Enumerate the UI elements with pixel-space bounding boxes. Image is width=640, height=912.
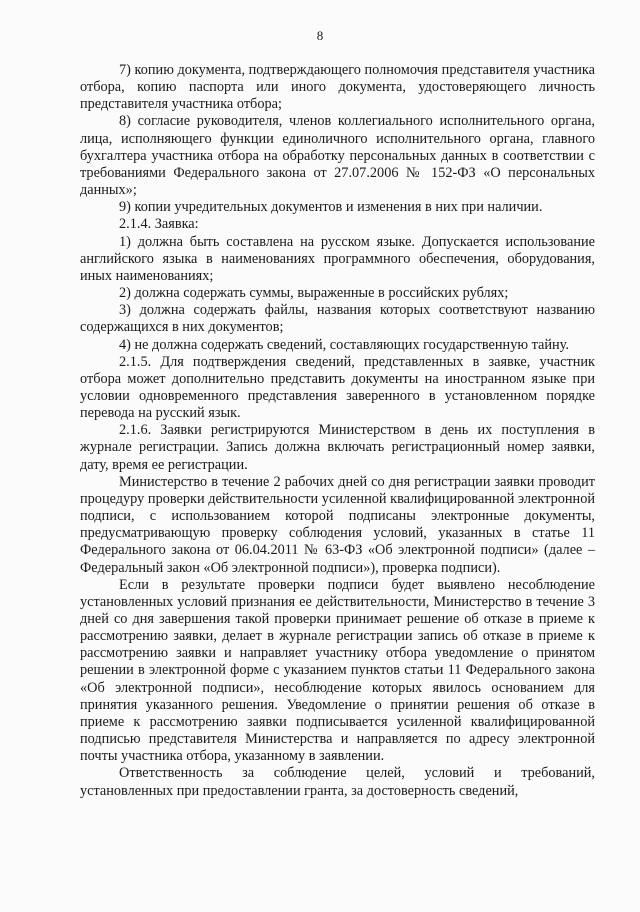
paragraph-requirement-4: 4) не должна содержать сведений, составляющих государственную тайну. [119, 336, 569, 353]
paragraph-item-8: 8) согласие руководителя, членов коллегиального исполнительного органа, лица, исполняющего функции единоличного исполнительного органа, главного бухгалтера участника отбора на обработку персональных данных в соответствии с требованиями Федерального закона от 27.07.2006 № 152-ФЗ «О персональных данных»; [80, 113, 595, 199]
section-heading-2-1-4: 2.1.4. Заявка: [119, 216, 199, 233]
paragraph-2-1-6: 2.1.6. Заявки регистрируются Министерством в день их поступления в журнале регистрации. Запись должна включать регистрационный номер заявки, дату, время ее регистрации. [80, 422, 595, 473]
paragraph-signature-check-result: Если в результате проверки подписи будет выявлено несоблюдение установленных условий признания ее действительности, Министерство в течение 3 дней со дня завершения такой проверки принимает решение об отказе в приеме к рассмотрению заявки, делает в журнале регистрации запись об отказе в приеме к рассмотрению заявки и направляет участнику отбора уведомление о принятом решении в электронной форме с указанием пунктов статьи 11 Федерального закона «Об электронной подписи», несоблюдение которых явилось основанием для принятия указанного решения. Уведомление о принятии решения об отказе в приеме к рассмотрению заявки подписывается усиленной квалифицированной подписью представителя Министерства и направляется по адресу электронной почты участника отбора, указанному в заявлении. [80, 576, 595, 765]
page-number: 8 [316, 28, 324, 43]
paragraph-requirement-2: 2) должна содержать суммы, выраженные в российских рублях; [119, 285, 509, 302]
paragraph-item-7: 7) копию документа, подтверждающего полномочия представителя участника отбора, копию паспорта или иного документа, удостоверяющего личность представителя участника отбора; [80, 62, 595, 113]
document-body [80, 62, 595, 800]
paragraph-responsibility: Ответственность за соблюдение целей, условий и требований, установленных при предоставлении гранта, за достоверность сведений, [80, 765, 595, 799]
paragraph-2-1-5: 2.1.5. Для подтверждения сведений, представленных в заявке, участник отбора может дополнительно представить документы на иностранном языке при условии одновременного представления заверенного в установленном порядке перевода на русский язык. [80, 353, 595, 422]
paragraph-requirement-1: 1) должна быть составлена на русском языке. Допускается использование английского языка в наименованиях программного обеспечения, оборудования, иных наименованиях; [80, 233, 595, 284]
paragraph-requirement-3: 3) должна содержать файлы, названия которых соответствуют названию содержащихся в них документов; [80, 302, 595, 336]
paragraph-ministry-verification: Министерство в течение 2 рабочих дней со дня регистрации заявки проводит процедуру проверки действительности усиленной квалифицированной электронной подписи, с использованием которой подписаны электронные документы, предусматривающую проверку соблюдения условий, указанных в статье 11 Федерального закона от 06.04.2011 № 63-ФЗ «Об электронной подписи» (далее – Федеральный закон «Об электронной подписи»), проверка подписи). [80, 473, 595, 576]
paragraph-item-9: 9) копии учредительных документов и изменения в них при наличии. [119, 199, 543, 216]
